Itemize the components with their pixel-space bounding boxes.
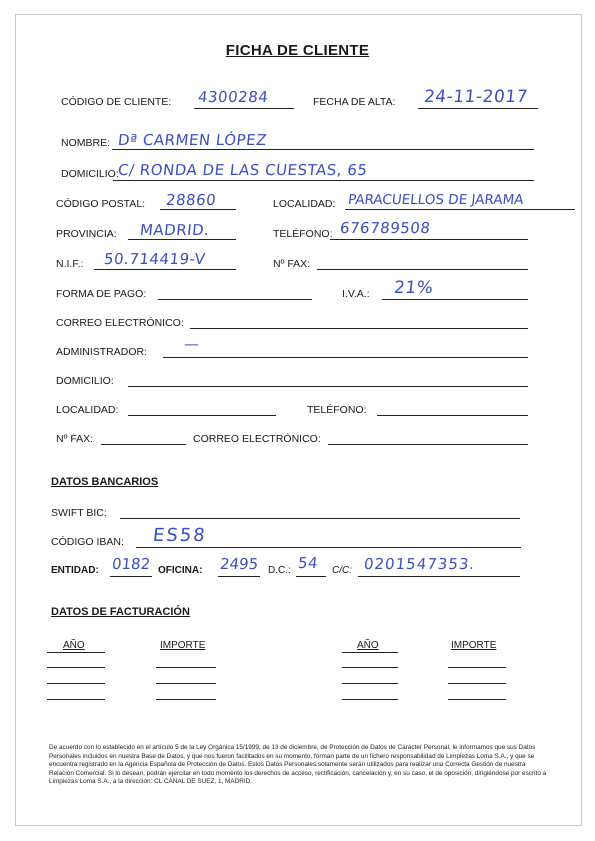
nif-line xyxy=(94,269,236,270)
adm-fax-line xyxy=(101,444,186,445)
localidad-value[interactable]: PARACUELLOS DE JARAMA xyxy=(347,192,525,208)
forma-pago-label: FORMA DE PAGO: xyxy=(56,288,147,300)
swift-label: SWIFT BIC: xyxy=(51,507,107,519)
legal-notice: De acuerdo con lo establecido en el artículo 5 de la Ley Orgánica 15/1999, de 13 de diciembre, de Protección de Datos de Carácter Personal, le informamos que sus Datos Personales incluidos en nuestra Base de Datos, y que nos fueron facilitados en su momento, forman parte de un fichero responsabilidad de Limpiezas Loma S.A., y que se encuentra registrado en la Agencia Española de Protección de Datos. Estos Datos Personales solamente serán utilizados para realizar una Correcta Gestión de nuestra Relación Comercial. Si lo desean, podrán ejercitar en todo momento los derechos de acceso, rectificación, cancelación y, en su caso, el de oposición, dirigiéndose por escrito a Limpiezas Loma S.A., a la dirección: CL CANAL DE SUEZ, 1, MADRID. xyxy=(49,744,547,786)
localidad-line xyxy=(345,209,575,210)
adm-domicilio-line xyxy=(128,386,528,387)
form-border xyxy=(15,14,582,826)
anio-col2-underline xyxy=(342,652,398,653)
anio-col2-line-1[interactable] xyxy=(342,667,398,668)
nif-value[interactable]: 50.714419-V xyxy=(103,250,207,268)
importe-col2-line-2[interactable] xyxy=(448,683,506,684)
telefono-value[interactable]: 676789508 xyxy=(339,219,432,237)
iva-label: I.V.A.: xyxy=(342,288,370,300)
swift-line xyxy=(120,518,520,519)
entidad-line xyxy=(110,576,152,577)
anio-header-1: AÑO xyxy=(63,640,85,651)
cc-value[interactable]: 0201547353. xyxy=(363,555,477,573)
dc-label: D.C.: xyxy=(268,565,291,576)
iva-line xyxy=(382,299,528,300)
telefono-line xyxy=(330,239,528,240)
administrador-label: ADMINISTRADOR: xyxy=(56,346,148,358)
anio-col2-line-2[interactable] xyxy=(342,683,398,684)
adm-correo-line xyxy=(328,444,528,445)
codigo-postal-value[interactable]: 28860 xyxy=(165,191,218,209)
administrador-value[interactable]: — xyxy=(183,335,201,353)
codigo-cliente-line xyxy=(194,108,294,109)
codigo-postal-label: CÓDIGO POSTAL: xyxy=(56,198,146,210)
cc-label: C/C: xyxy=(332,565,352,576)
cc-line xyxy=(358,576,520,577)
datos-facturacion-heading: DATOS DE FACTURACIÓN xyxy=(51,606,190,618)
anio-col1-line-2[interactable] xyxy=(47,683,105,684)
dc-value[interactable]: 54 xyxy=(297,554,320,572)
anio-col1-underline xyxy=(47,652,105,653)
nif-label: N.I.F.: xyxy=(56,258,84,270)
domicilio-value[interactable]: C/ RONDA DE LAS CUESTAS, 65 xyxy=(117,161,369,179)
codigo-cliente-label: CÓDIGO DE CLIENTE: xyxy=(61,96,172,108)
iban-value[interactable]: ES58 xyxy=(151,525,208,546)
fecha-alta-label: FECHA DE ALTA: xyxy=(313,96,396,108)
administrador-line xyxy=(163,357,528,358)
importe-header-2: IMPORTE xyxy=(451,640,497,651)
oficina-value[interactable]: 2495 xyxy=(219,555,260,573)
adm-telefono-label: TELÉFONO: xyxy=(307,404,367,416)
fecha-alta-line xyxy=(418,108,538,109)
provincia-value[interactable]: MADRID. xyxy=(139,221,211,239)
nombre-line xyxy=(112,149,534,150)
nombre-label: NOMBRE: xyxy=(61,137,111,149)
page-title: FICHA DE CLIENTE xyxy=(225,42,370,59)
telefono-label: TELÉFONO: xyxy=(273,228,333,240)
dc-line xyxy=(296,576,326,577)
adm-correo-label: CORREO ELECTRÓNICO: xyxy=(193,433,321,445)
correo-label: CORREO ELECTRÓNICO: xyxy=(56,317,184,329)
anio-header-2: AÑO xyxy=(357,640,379,651)
anio-col1-line-1[interactable] xyxy=(47,667,105,668)
provincia-line xyxy=(128,239,236,240)
adm-fax-label: Nº FAX: xyxy=(56,433,94,445)
importe-col2-line-1[interactable] xyxy=(448,667,506,668)
oficina-line xyxy=(218,576,260,577)
adm-domicilio-label: DOMICILIO: xyxy=(56,375,114,387)
importe-header-1: IMPORTE xyxy=(160,640,206,651)
iban-label: CÓDIGO IBAN: xyxy=(51,536,124,548)
codigo-cliente-value[interactable]: 4300284 xyxy=(197,88,270,106)
domicilio-label: DOMICILIO: xyxy=(61,168,119,180)
importe-col2-line-3[interactable] xyxy=(448,699,506,700)
oficina-label: OFICINA: xyxy=(158,565,203,576)
forma-pago-line xyxy=(158,299,312,300)
iban-line xyxy=(136,547,521,548)
importe-col1-line-3[interactable] xyxy=(156,699,216,700)
nombre-value[interactable]: Dª CARMEN LÓPEZ xyxy=(117,131,268,149)
adm-localidad-line xyxy=(128,415,276,416)
importe-col1-line-1[interactable] xyxy=(156,667,216,668)
iva-value[interactable]: 21% xyxy=(392,278,435,298)
entidad-value[interactable]: 0182 xyxy=(111,555,152,573)
importe-col1-line-2[interactable] xyxy=(156,683,216,684)
fecha-alta-value[interactable]: 24-11-2017 xyxy=(422,87,529,107)
adm-telefono-line xyxy=(377,415,528,416)
adm-localidad-label: LOCALIDAD: xyxy=(56,404,119,416)
localidad-label: LOCALIDAD: xyxy=(273,198,336,210)
provincia-label: PROVINCIA: xyxy=(56,228,117,240)
anio-col2-line-3[interactable] xyxy=(342,699,398,700)
fax-label: Nº FAX: xyxy=(273,258,311,270)
codigo-postal-line xyxy=(160,209,236,210)
anio-col1-line-3[interactable] xyxy=(47,699,105,700)
domicilio-line xyxy=(113,180,534,181)
correo-line xyxy=(190,328,528,329)
entidad-label: ENTIDAD: xyxy=(51,565,99,576)
datos-bancarios-heading: DATOS BANCARIOS xyxy=(51,476,159,488)
fax-line xyxy=(317,269,528,270)
